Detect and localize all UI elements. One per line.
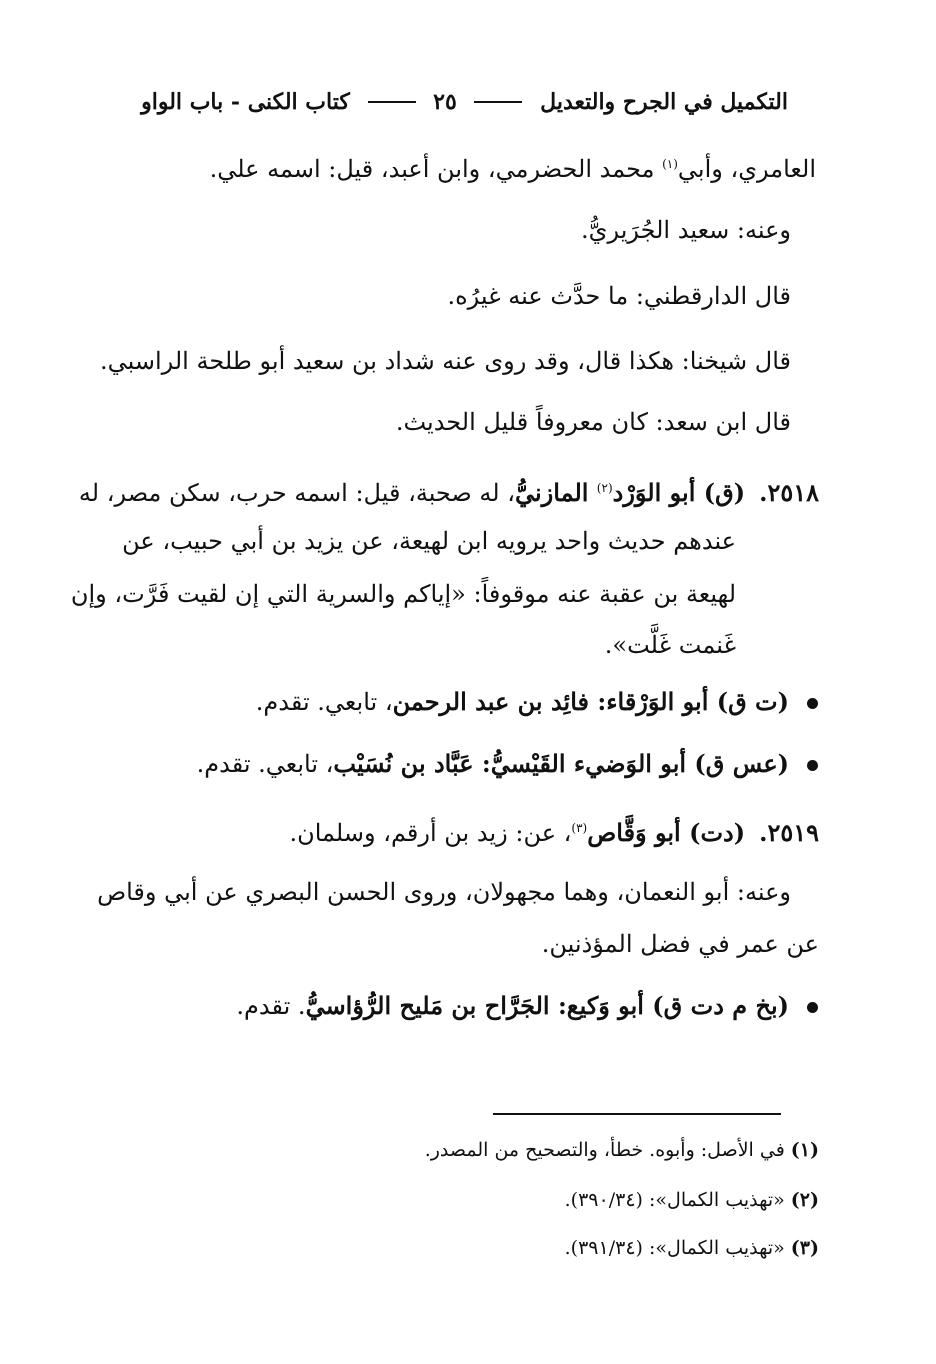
footnote-3-mark: (٣) <box>790 1237 819 1259</box>
page-number: ٢٥ <box>433 89 457 115</box>
footnote-3 <box>565 1234 819 1262</box>
footnote-3-text: «تهذيب الكمال»: (٣٩١/٣٤). <box>564 1237 785 1259</box>
line1-post: محمد الحضرمي، وابن أعبد، قيل: اسمه علي. <box>209 155 663 183</box>
entry-2518-rest: ، له صحبة، قيل: اسمه حرب، سكن مصر، له <box>78 479 515 507</box>
header-dash-right <box>368 101 416 103</box>
footnote-2-text: «تهذيب الكمال»: (٣٩٠/٣٤). <box>564 1189 785 1211</box>
line1-pre: العامري، وأبي <box>677 155 816 183</box>
entry-2518-head: (ق) أبو الوَرْد <box>612 478 746 507</box>
body-line-2: وعنه: سعيد الجُرَيريُّ. <box>581 216 791 244</box>
bullet-2-head: (عس ق) أبو الوَضيء القَيْسيُّ: عَبَّاد بن نُسَيْب <box>333 749 789 778</box>
bullet-3-head: (بخ م دت ق) أبو وَكيع: الجَرَّاح بن مَليح الرُّؤاسيُّ <box>305 991 789 1020</box>
body-line-1 <box>210 148 816 185</box>
footnote-2-mark: (٢) <box>790 1189 819 1211</box>
footnote-1-mark: (١) <box>790 1139 819 1161</box>
entry-2519-line-1 <box>289 812 819 849</box>
footnote-1 <box>425 1136 819 1164</box>
body-line-3: قال الدارقطني: ما حدَّث عنه غيرُه. <box>447 282 791 310</box>
bullet-3-rest: . تقدم. <box>236 992 306 1020</box>
entry-2519-line-3: عن عمر في فضل المؤذنين. <box>541 930 819 958</box>
bullet-entry-2 <box>197 748 818 780</box>
body-line-4: قال شيخنا: هكذا قال، وقد روى عنه شداد بن سعيد أبو طلحة الراسبي. <box>99 347 791 375</box>
bullet-2-rest: ، تابعي. تقدم. <box>196 750 334 778</box>
header-section-title: كتاب الكنى - باب الواو <box>141 89 350 115</box>
entry-2518-line-3: لهيعة بن عقبة عنه موقوفاً: «إياكم والسرية التي إن لقيت فَرَّت، وإن <box>70 580 736 608</box>
bullet-entry-3 <box>236 990 818 1022</box>
entry-2518-line-1 <box>79 472 819 509</box>
body-line-5: قال ابن سعد: كان معروفاً قليل الحديث. <box>395 408 791 436</box>
bullet-dot <box>807 760 818 771</box>
footnote-ref-3: (٣) <box>571 821 588 835</box>
header-dash-left <box>474 101 522 103</box>
entry-2519-rest: ، عن: زيد بن أرقم، وسلمان. <box>289 819 572 847</box>
entry-2518-line-2: عندهم حديث واحد يرويه ابن لهيعة، عن يزيد بن أبي حبيب، عن <box>122 527 736 555</box>
entry-2519-number: ٢٥١٩. <box>759 818 819 847</box>
bullet-entry-1 <box>256 686 818 718</box>
footnote-ref-2: (٢) <box>596 481 613 495</box>
entry-2519-line-2: وعنه: أبو النعمان، وهما مجهولان، وروى الحسن البصري عن أبي وقاص <box>97 878 791 906</box>
running-header <box>141 88 788 124</box>
footnote-separator <box>493 1113 781 1115</box>
entry-2518-number: ٢٥١٨. <box>759 478 819 507</box>
bullet-dot <box>807 1002 818 1013</box>
bullet-1-head: (ت ق) أبو الوَرْقاء: فائِد بن عبد الرحمن <box>392 687 789 716</box>
footnote-1-text: في الأصل: وأبوه. خطأ، والتصحيح من المصدر. <box>424 1139 785 1161</box>
bullet-dot <box>807 698 818 709</box>
footnote-2 <box>565 1186 819 1214</box>
entry-2518-head-post: المازنيُّ <box>515 478 597 507</box>
bullet-1-rest: ، تابعي. تقدم. <box>255 688 393 716</box>
entry-2518-line-4: غَنمت غَلَّت». <box>604 631 736 659</box>
header-book-title: التكميل في الجرح والتعديل <box>540 89 788 115</box>
entry-2519-head: (دت) أبو وَقَّاص <box>587 818 746 847</box>
footnote-ref-1: (١) <box>662 157 678 171</box>
